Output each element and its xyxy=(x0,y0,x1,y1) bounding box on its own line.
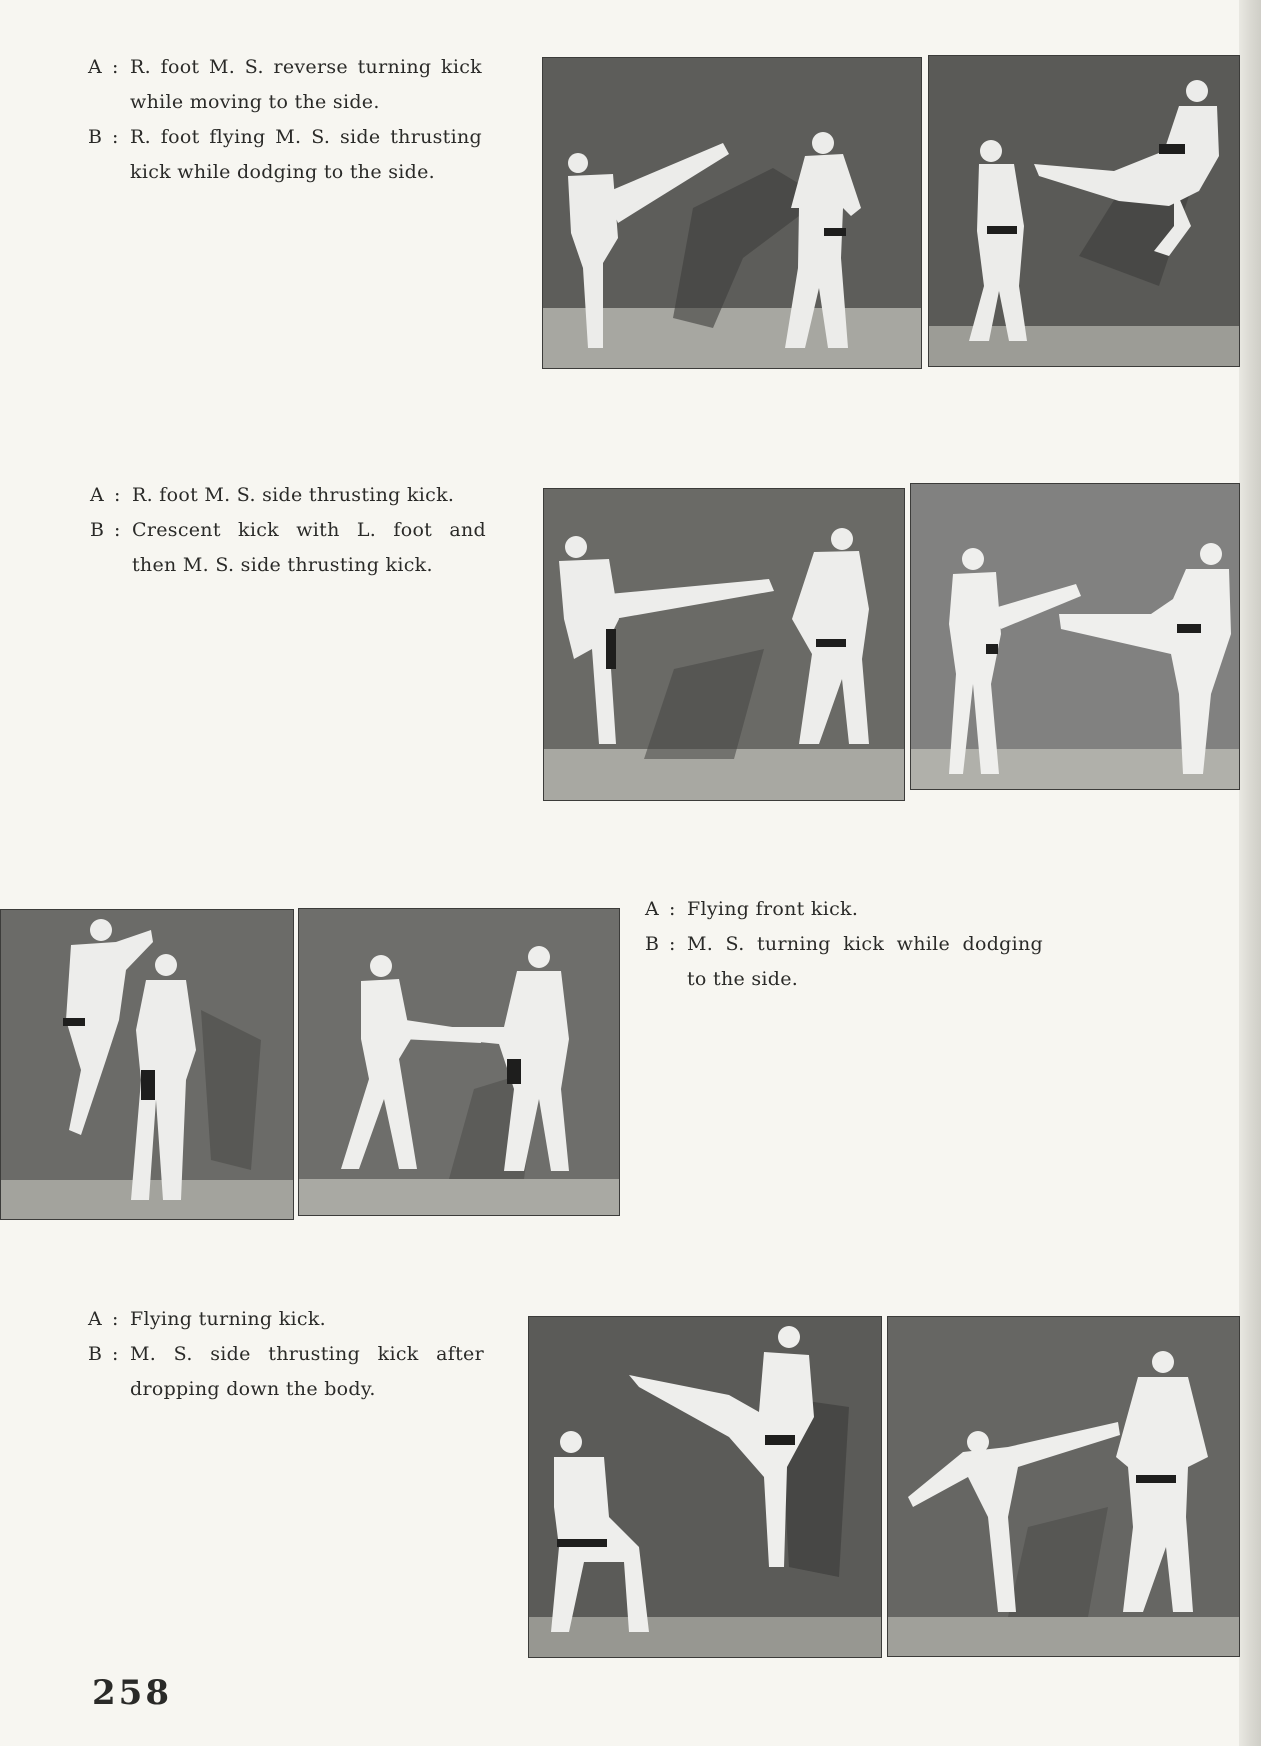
label-a: A xyxy=(88,1308,103,1330)
caption-section-2: A : R. foot M. S. side thrusting kick. B : Crescent kick with L. foot and then M. S. side thrusting kick. xyxy=(90,478,486,583)
label-b: B xyxy=(645,933,660,955)
photo-2a xyxy=(543,488,905,801)
photo-2b xyxy=(910,483,1240,790)
caption-a-text: R. foot M. S. reverse turning kick xyxy=(130,56,482,78)
caption-b-continuation: kick while dodging to the side. xyxy=(130,161,436,183)
caption-b-continuation: then M. S. side thrusting kick. xyxy=(132,554,433,576)
label-b: B xyxy=(88,1343,103,1365)
photo-4a xyxy=(528,1316,882,1658)
caption-a-text: R. foot M. S. side thrusting kick. xyxy=(132,484,455,506)
photo-1a xyxy=(542,57,922,369)
caption-section-3: A : Flying front kick. B : M. S. turning kick while dodging to the side. xyxy=(645,892,1043,997)
caption-a-text: Flying front kick. xyxy=(687,898,859,920)
photo-3b xyxy=(298,908,620,1216)
caption-b-continuation: to the side. xyxy=(687,968,799,990)
label-a: A xyxy=(90,484,105,506)
label-b: B xyxy=(90,519,105,541)
caption-section-4: A : Flying turning kick. B : M. S. side thrusting kick after dropping down the body. xyxy=(88,1302,484,1407)
caption-b-text: R. foot flying M. S. side thrusting xyxy=(130,126,482,148)
caption-b-text: M. S. turning kick while dodging xyxy=(687,933,1043,955)
photo-4b xyxy=(887,1316,1240,1657)
page-edge xyxy=(1239,0,1261,1746)
caption-a-text: Flying turning kick. xyxy=(130,1308,326,1330)
label-a: A xyxy=(645,898,660,920)
caption-section-1: A : R. foot M. S. reverse turning kick while moving to the side. B : R. foot flying M. S. side thrusting kick while dodging to the side. xyxy=(88,50,482,190)
label-b: B xyxy=(88,126,103,148)
caption-b-continuation: dropping down the body. xyxy=(130,1378,376,1400)
caption-b-text: Crescent kick with L. foot and xyxy=(132,519,486,541)
photo-1b xyxy=(928,55,1240,367)
page-number: 258 xyxy=(92,1673,172,1713)
label-a: A xyxy=(88,56,103,78)
photo-3a xyxy=(0,909,294,1220)
caption-b-text: M. S. side thrusting kick after xyxy=(130,1343,484,1365)
caption-a-continuation: while moving to the side. xyxy=(130,91,380,113)
